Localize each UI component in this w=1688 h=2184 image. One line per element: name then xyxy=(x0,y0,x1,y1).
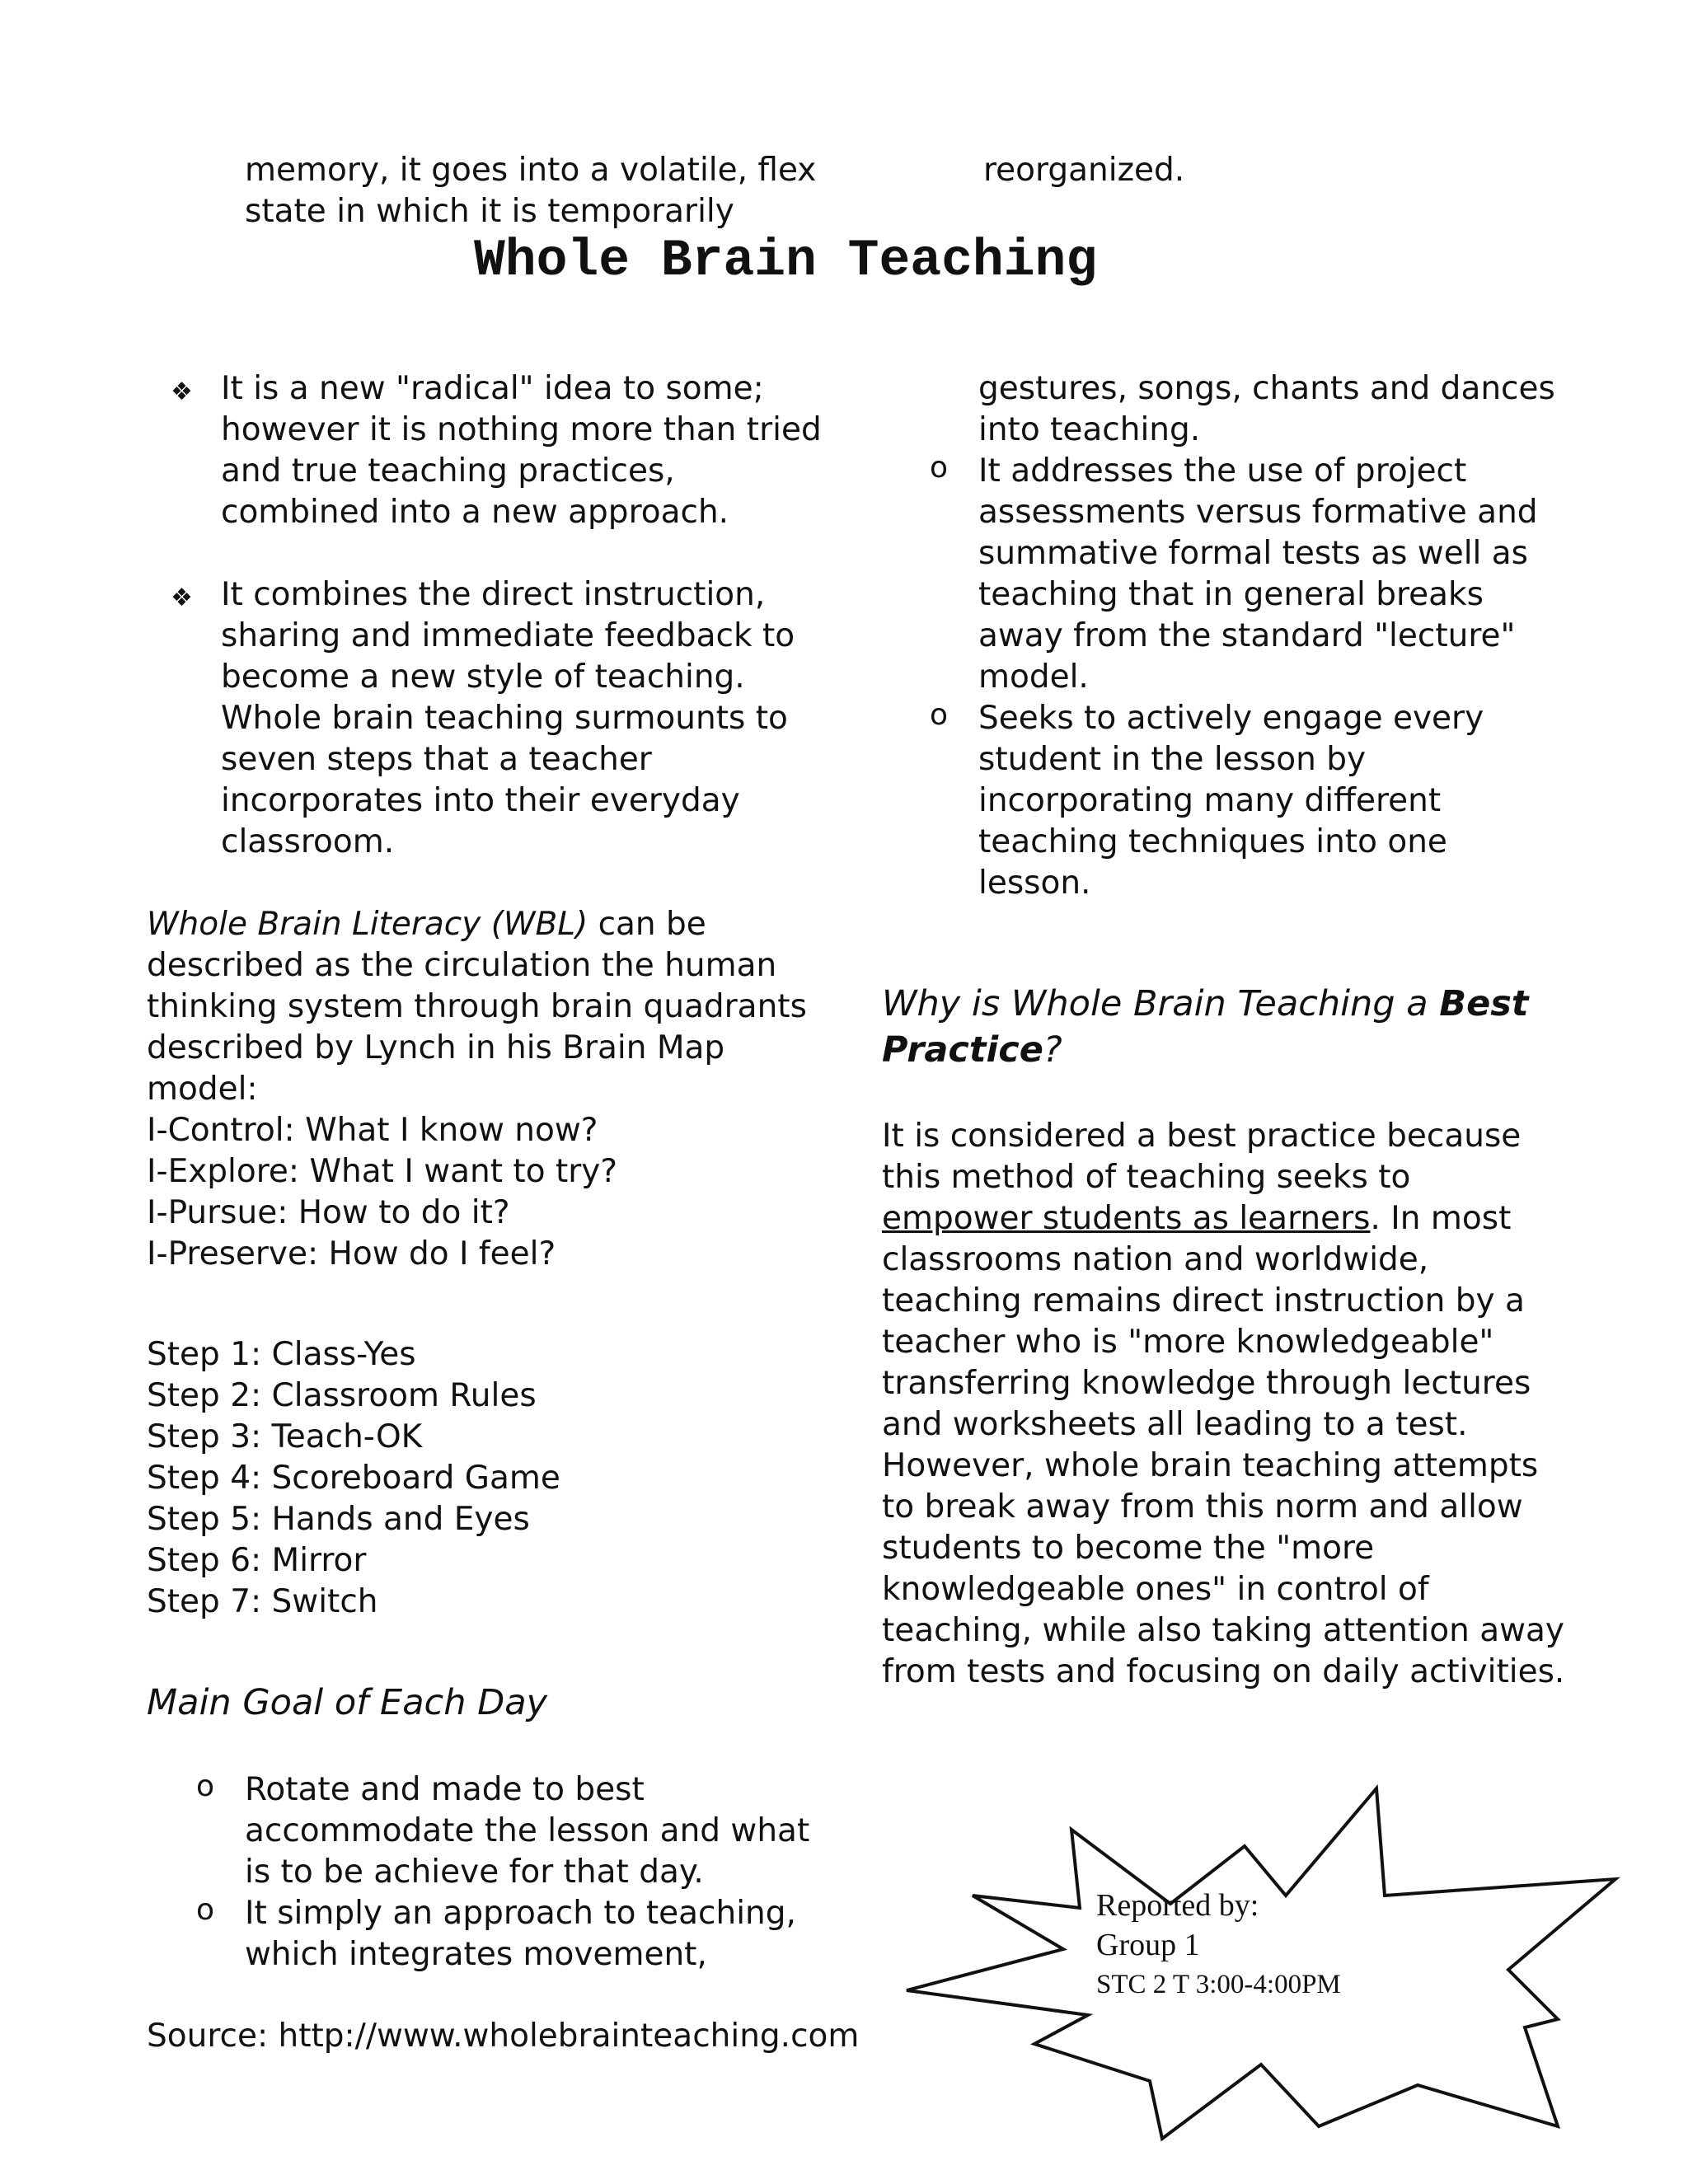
text-line xyxy=(882,1027,1528,1073)
text-line: knowledgeable ones" in control of xyxy=(882,1571,1429,1608)
text-line: students to become the "more xyxy=(882,1530,1375,1567)
text-line: is to be achieve for that day. xyxy=(245,1854,704,1891)
text-line: Whole brain teaching surmounts to xyxy=(221,700,788,737)
text-line: model. xyxy=(978,658,1089,696)
text-line: which integrates movement, xyxy=(245,1936,707,1973)
step-item: Step 2: Classroom Rules xyxy=(147,1377,537,1414)
step-item: Step 4: Scoreboard Game xyxy=(147,1460,560,1497)
text-line: model: xyxy=(147,1071,258,1108)
text-line: It addresses the use of project xyxy=(978,452,1467,490)
text-line: It is considered a best practice because xyxy=(882,1118,1522,1155)
text-line: accommodate the lesson and what xyxy=(245,1812,810,1849)
circle-bullet-icon: o xyxy=(196,1893,215,1927)
text-line: teaching remains direct instruction by a xyxy=(882,1282,1525,1319)
schedule-label: STC 2 T 3:00-4:00PM xyxy=(1096,1970,1341,1999)
text-line: assessments versus formative and xyxy=(978,494,1538,531)
text-line: from tests and focusing on daily activities. xyxy=(882,1653,1565,1690)
text-line xyxy=(147,904,807,945)
text-run: ? xyxy=(1043,1029,1062,1071)
text-line: teacher who is "more knowledgeable" xyxy=(882,1324,1494,1361)
step-item: Step 6: Mirror xyxy=(147,1542,367,1579)
text-run: can be xyxy=(588,906,706,943)
text-line: incorporating many different xyxy=(978,782,1442,819)
text-run: . In most xyxy=(1370,1200,1512,1237)
text-line: gestures, songs, chants and dances xyxy=(978,370,1555,407)
text-line: combined into a new approach. xyxy=(221,494,729,531)
why-heading xyxy=(882,981,1528,1073)
text-line: memory, it goes into a volatile, flex xyxy=(245,152,817,189)
text-line: and worksheets all leading to a test. xyxy=(882,1406,1468,1443)
text-line: become a new style of teaching. xyxy=(221,658,745,696)
text-line: I-Explore: What I want to try? xyxy=(147,1153,618,1190)
text-line: I-Preserve: How do I feel? xyxy=(147,1235,556,1272)
circle-bullet-icon: o xyxy=(196,1769,215,1803)
text-line: thinking system through brain quadrants xyxy=(147,988,807,1025)
source-line: Source: http://www.wholebrainteaching.com xyxy=(147,2018,860,2055)
text-run: Why is Whole Brain Teaching a xyxy=(882,983,1440,1024)
text-line: incorporates into their everyday xyxy=(221,782,740,819)
text-line xyxy=(882,1198,1564,1240)
text-line: student in the lesson by xyxy=(978,741,1367,778)
step-item: Step 5: Hands and Eyes xyxy=(147,1501,530,1538)
text-line: classroom. xyxy=(221,823,395,860)
text-line: sharing and immediate feedback to xyxy=(221,617,795,654)
wbl-paragraph xyxy=(147,904,807,1275)
text-line: classrooms nation and worldwide, xyxy=(882,1241,1429,1278)
text-line: this method of teaching seeks to xyxy=(882,1159,1411,1196)
text-line: I-Pursue: How to do it? xyxy=(147,1194,510,1231)
step-item: Step 7: Switch xyxy=(147,1583,378,1620)
text-line: However, whole brain teaching attempts xyxy=(882,1447,1539,1484)
text-line: teaching techniques into one xyxy=(978,823,1447,860)
text-line: Rotate and made to best xyxy=(245,1771,645,1808)
bullet-paragraph xyxy=(221,368,822,533)
text-line: described by Lynch in his Brain Map xyxy=(147,1029,725,1066)
text-line: Seeks to actively engage every xyxy=(978,700,1484,737)
text-run-bold: Practice xyxy=(882,1029,1043,1071)
text-line: It is a new "radical" idea to some; xyxy=(221,370,764,407)
top-fragment-left xyxy=(245,150,816,232)
text-line: into teaching. xyxy=(978,411,1201,448)
text-line: I-Control: What I know now? xyxy=(147,1112,598,1149)
page-title: Whole Brain Teaching xyxy=(474,232,1098,290)
circle-bullet-icon: o xyxy=(930,451,949,485)
text-line: described as the circulation the human xyxy=(147,947,777,984)
text-line: summative formal tests as well as xyxy=(978,535,1528,572)
text-line: It combines the direct instruction, xyxy=(221,576,766,613)
empower-link[interactable]: empower students as learners xyxy=(882,1200,1371,1237)
continuation-text xyxy=(978,368,1555,451)
text-line: however it is nothing more than tried xyxy=(221,411,822,448)
text-line: transferring knowledge through lectures xyxy=(882,1365,1531,1402)
text-line: teaching, while also taking attention away xyxy=(882,1612,1564,1649)
diamond-bullet-icon: ❖ xyxy=(171,583,193,612)
starburst-text xyxy=(1096,1886,1341,2004)
group-label: Group 1 xyxy=(1096,1928,1200,1962)
goal-heading: Main Goal of Each Day xyxy=(147,1682,548,1723)
text-line: reorganized. xyxy=(983,152,1185,189)
why-paragraph xyxy=(882,1116,1564,1693)
text-line: teaching that in general breaks xyxy=(978,576,1484,613)
text-line: and true teaching practices, xyxy=(221,452,675,490)
right-item xyxy=(978,698,1484,904)
circle-bullet-icon: o xyxy=(930,698,949,732)
right-item xyxy=(978,451,1538,698)
bullet-paragraph xyxy=(221,574,795,863)
step-item: Step 1: Class-Yes xyxy=(147,1336,416,1373)
goal-item xyxy=(245,1893,796,1975)
text-line: lesson. xyxy=(978,865,1091,902)
diamond-bullet-icon: ❖ xyxy=(171,377,193,406)
step-item: Step 3: Teach-OK xyxy=(147,1418,423,1455)
text-line: away from the standard "lecture" xyxy=(978,617,1516,654)
text-line: state in which it is temporarily xyxy=(245,193,734,230)
reporter-label: Reported by: xyxy=(1096,1888,1259,1923)
goal-item xyxy=(245,1769,809,1893)
steps-list xyxy=(147,1334,560,1623)
text-line: It simply an approach to teaching, xyxy=(245,1895,796,1932)
text-run-bold: Best xyxy=(1439,983,1529,1024)
text-line: seven steps that a teacher xyxy=(221,741,652,778)
wbl-term: Whole Brain Literacy (WBL) xyxy=(147,906,588,943)
text-line: to break away from this norm and allow xyxy=(882,1488,1523,1526)
text-line xyxy=(882,981,1528,1027)
top-fragment-right xyxy=(983,150,1184,191)
